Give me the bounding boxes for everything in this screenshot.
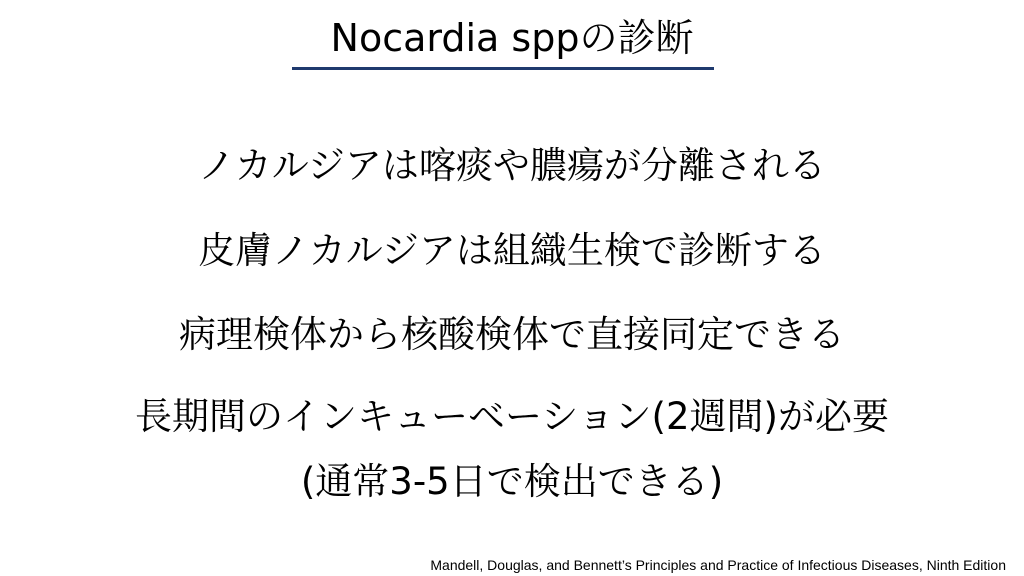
bullet-line-5: (通常3-5日で検出できる) xyxy=(300,460,724,503)
bullet-line-2: 皮膚ノカルジアは組織生検で診断する xyxy=(198,229,826,272)
citation: Mandell, Douglas, and Bennett’s Principles and Practice of Infectious Diseases, Ninth Edition xyxy=(430,557,1006,573)
title-underline xyxy=(292,67,714,70)
bullet-line-1: ノカルジアは喀痰や膿瘍が分離される xyxy=(198,144,826,187)
bullet-line-4: 長期間のインキューベーション(2週間)が必要 xyxy=(135,395,889,438)
slide-title: Nocardia sppの診断 xyxy=(330,16,694,60)
bullet-line-3: 病理検体から核酸検体で直接同定できる xyxy=(179,313,845,356)
